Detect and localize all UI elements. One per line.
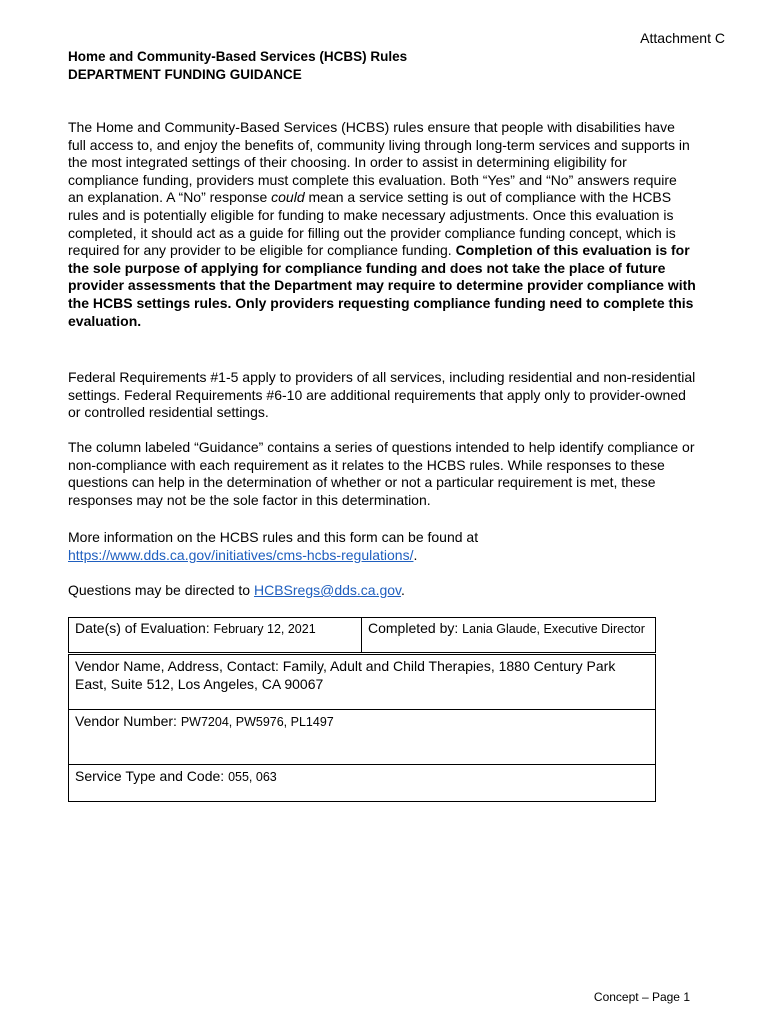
- service-value: 055, 063: [228, 770, 277, 784]
- vendor-number-field[interactable]: [68, 710, 656, 765]
- more-info-text: More information on the HCBS rules and this form can be found at: [68, 529, 479, 545]
- questions-end: .: [401, 582, 405, 598]
- federal-paragraph: Federal Requirements #1-5 apply to providers of all services, including residential and non-residential settings. Federal Requirements #6-10 are additional requirements that apply only to provider-owned or controlled residential settings.: [68, 369, 696, 421]
- evaluation-form: [68, 617, 656, 802]
- completed-by-field[interactable]: [362, 618, 655, 652]
- service-type-field[interactable]: [68, 765, 656, 802]
- vendor-number-value: PW7204, PW5976, PL1497: [180, 715, 334, 729]
- guidance-paragraph: The column labeled “Guidance” contains a series of questions intended to help identify compliance or non-compliance with each requirement as it relates to the HCBS rules. While responses to these questions can help in the determination of whether or not a particular requirement is met, these responses may not be the sole factor in this determination.: [68, 439, 695, 508]
- intro-bold: Completion of this evaluation is for the sole purpose of applying for compliance funding and does not take the place of future provider assessments that the Department may require to determine provider compliance with the HCBS settings rules. Only providers requesting compliance funding need to complete this evaluation.: [68, 242, 696, 329]
- service-label: Service Type and Code:: [75, 768, 229, 784]
- questions-paragraph: [68, 582, 696, 600]
- page-footer: Concept – Page 1: [593, 990, 690, 1004]
- heading-title: Home and Community-Based Services (HCBS) Rules: [68, 49, 408, 64]
- vendor-value: Family, Adult and Child Therapies, 1880 Century Park East, Suite 512, Los Angeles, CA 90067: [75, 658, 616, 692]
- vendor-number-label: Vendor Number:: [75, 713, 181, 729]
- attachment-label: Attachment C: [640, 30, 725, 46]
- form-row-date-completed: [68, 617, 656, 653]
- date-label: Date(s) of Evaluation:: [75, 620, 214, 636]
- vendor-name-field[interactable]: [68, 654, 656, 710]
- email-link[interactable]: HCBSregs@dds.ca.gov: [254, 582, 402, 598]
- intro-text-2: mean a service setting is out of compliance with the HCBS rules and is potentially eligible for funding to make necessary adjustments. Once this evaluation is completed, it should act as a guide for filling out the provider compliance funding concept, which is required for any provider to be eligible for compliance funding.: [68, 189, 676, 259]
- more-info-paragraph: [68, 529, 696, 564]
- more-info-end: .: [413, 546, 418, 563]
- questions-text: Questions may be directed to: [68, 582, 254, 598]
- date-field[interactable]: [69, 618, 362, 652]
- vendor-label: Vendor Name, Address, Contact:: [75, 658, 283, 674]
- intro-italic: could: [271, 189, 305, 206]
- document-heading: [68, 48, 407, 84]
- intro-paragraph: [68, 119, 696, 330]
- completed-value: Lania Glaude, Executive Director: [462, 622, 645, 636]
- completed-label: Completed by:: [368, 620, 463, 636]
- heading-subtitle: DEPARTMENT FUNDING GUIDANCE: [68, 67, 302, 82]
- date-value: February 12, 2021: [213, 622, 316, 636]
- hcbs-link[interactable]: https://www.dds.ca.gov/initiatives/cms-hcbs-regulations/: [68, 546, 414, 563]
- intro-text-1: The Home and Community-Based Services (HCBS) rules ensure that people with disabilities have full access to, and enjoy the benefits of, community living through long-term services and supports in the most integrated settings of their choosing. In order to assist in determining eligibility for compliance funding, providers must complete this evaluation. Both “Yes” and “No” answers require an explanation. A “No” response: [68, 119, 690, 206]
